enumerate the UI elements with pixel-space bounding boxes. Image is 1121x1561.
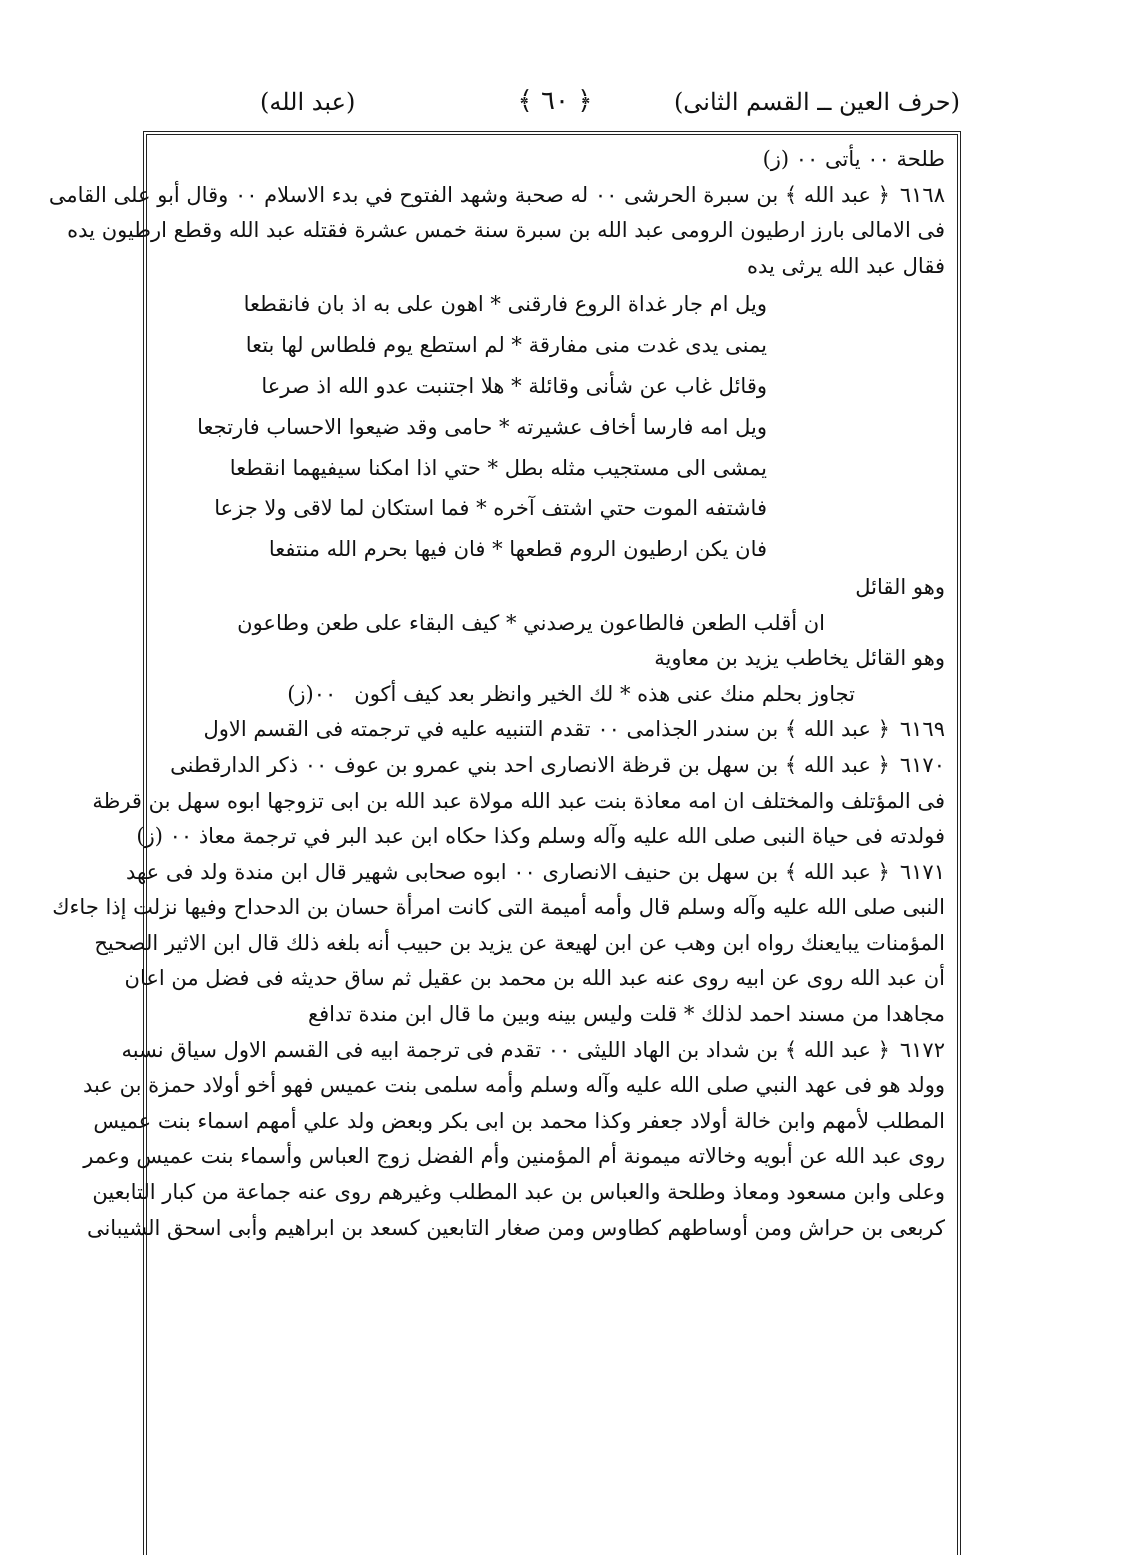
single-verse: ان أقلب الطعن فالطاعون يرصدني * كيف البقاء على طعن وطاعون xyxy=(237,610,825,635)
entry-6170-line: فى المؤتلف والمختلف ان امه معاذة بنت عبد الله مولاة عبد الله بن ابى تزوجها ابوه سهل بن قرظة xyxy=(92,788,945,813)
entry-text: ﴿ عبد الله ﴾ بن شداد بن الهاد الليثى ٠٠ تقدم فى ترجمة ابيه فى القسم الاول سياق نسبه xyxy=(121,1037,890,1062)
wahu-line: وهو القائل xyxy=(855,574,945,599)
entry-number: ٦١٧٢ xyxy=(899,1037,945,1062)
poem-verse: فان يكن ارطيون الروم قطعها * فان فيها بحرم الله منتفعا xyxy=(268,537,767,562)
entry-text: ﴿ عبد الله ﴾ بن سبرة الحرشى ٠٠ له صحبة وشهد الفتوح في بدء الاسلام ٠٠ وقال أبو على القامى xyxy=(48,182,890,207)
entry-6171-line: النبى صلى الله عليه وآله وسلم قال وأمه أميمة التى كانت امرأة حسان بن الدحداح وفيها نزلت إذا جاءك xyxy=(52,895,945,920)
entry-6171-line: المؤمنات يبايعنك رواه ابن وهب عن ابن لهيعة عن يزيد بن حبيب أنه بلغه ذلك قال ابن الاثير الصحيح xyxy=(94,930,945,955)
poem-verse: فاشتفه الموت حتي اشتف آخره * فما استكان لما لاقى ولا جزعا xyxy=(214,496,767,521)
entry-6171-line: مجاهدا من مسند احمد لذلك * قلت وليس بينه وبين ما قال ابن مندة تدافع xyxy=(307,1002,945,1027)
entry-number: ٦١٧١ xyxy=(899,859,945,884)
entry-6168 xyxy=(48,178,945,214)
page-body xyxy=(48,142,945,1542)
entry-6172 xyxy=(121,1033,945,1069)
verse-text: تجاوز بحلم منك عنى هذه * لك الخير وانظر بعد كيف أكون xyxy=(354,681,855,706)
entry-text: ﴿ عبد الله ﴾ بن سهل بن قرظة الانصارى احد بني عمرو بن عوف ٠٠ ذكر الدارقطنى xyxy=(170,752,890,777)
single-verse xyxy=(160,677,945,713)
entry-6169 xyxy=(160,712,945,748)
entry-number: ٦١٦٨ xyxy=(899,182,945,207)
poem xyxy=(147,284,945,570)
entry-6172-line: روى عبد الله عن أبويه وخالاته ميمونة أم المؤمنين وأم الفضل زوج العباس وأسماء بنت عميس وعمر xyxy=(83,1144,945,1169)
entry-6170 xyxy=(160,748,945,784)
poem-verse: يمشى الى مستجيب مثله بطل * حتي اذا امكنا سيفيهما انقطعا xyxy=(229,455,767,480)
page-header xyxy=(150,84,960,128)
entry-6172-line: وولد هو فى عهد النبي صلى الله عليه وآله وسلم وأمه سلمى بنت عميس فهو أخو أولاد حمزة بن عبد xyxy=(83,1073,945,1098)
entry-number: ٦١٧٠ xyxy=(899,752,945,777)
wahu-line: وهو القائل يخاطب يزيد بن معاوية xyxy=(654,646,945,671)
header-section-title: (حرف العين ــ القسم الثانى) xyxy=(673,88,960,116)
entry-6170-line: فولدته فى حياة النبى صلى الله عليه وآله وسلم وكذا حكاه ابن عبد البر في ترجمة معاذ ٠٠ (ز) xyxy=(136,824,945,849)
page-number: ﴿ ٦٠ ﴾ xyxy=(517,86,593,116)
verse-note: ٠٠(ز) xyxy=(287,681,337,706)
entry-number: ٦١٦٩ xyxy=(899,717,945,742)
intro-line: طلحة ٠٠ يأتى ٠٠ (ز) xyxy=(762,147,945,171)
entry-text: ﴿ عبد الله ﴾ بن سندر الجذامى ٠٠ تقدم التنبيه عليه في ترجمته فى القسم الاول xyxy=(203,717,890,742)
entry-6172-line: وعلى وابن مسعود ومعاذ وطلحة والعباس بن عبد المطلب وغيرهم روى عنه جماعة من كبار التابعين xyxy=(92,1180,945,1205)
entry-6171 xyxy=(125,855,945,891)
poem-verse: ويل ام جار غداة الروع فارقنى * اهون على به اذ بان فانقطعا xyxy=(243,292,767,317)
poem-verse: يمنى يدى غدت منى مفارقة * لم استطع يوم فلطاس لها بتعا xyxy=(245,333,767,358)
entry-6172-line: كربعى بن حراش ومن أوساطهم كطاوس ومن صغار التابعين كسعد بن ابراهيم وأبى اسحق الشيبانى xyxy=(86,1215,945,1240)
entry-6171-line: أن عبد الله روى عن ابيه روى عنه عبد الله بن محمد بن عقيل ثم ساق حديثه فى فضل من اعان xyxy=(124,966,945,991)
header-entry-name: (عبد الله) xyxy=(260,88,356,116)
poem-verse: وقائل غاب عن شأنى وقائلة * هلا اجتنبت عدو الله اذ صرعا xyxy=(261,373,767,398)
poem-verse: ويل امه فارسا أخاف عشيرته * حامى وقد ضيعوا الاحساب فارتجعا xyxy=(197,414,767,439)
entry-6168-line: فى الامالى بارز ارطيون الرومى عبد الله بن سبرة سنة خمس عشرة فقتله عبد الله وقطع ارطيون يده xyxy=(67,218,945,243)
entry-text: ﴿ عبد الله ﴾ بن سهل بن حنيف الانصارى ٠٠ ابوه صحابى شهير قال ابن مندة ولد فى عهد xyxy=(125,859,890,884)
entry-6168-line: فقال عبد الله يرثى يده xyxy=(746,253,945,278)
entry-6172-line: المطلب لأمهم وابن خالة أولاد جعفر وكذا محمد بن ابى بكر وبعض ولد علي أمهم اسماء بنت عميس xyxy=(93,1108,945,1133)
